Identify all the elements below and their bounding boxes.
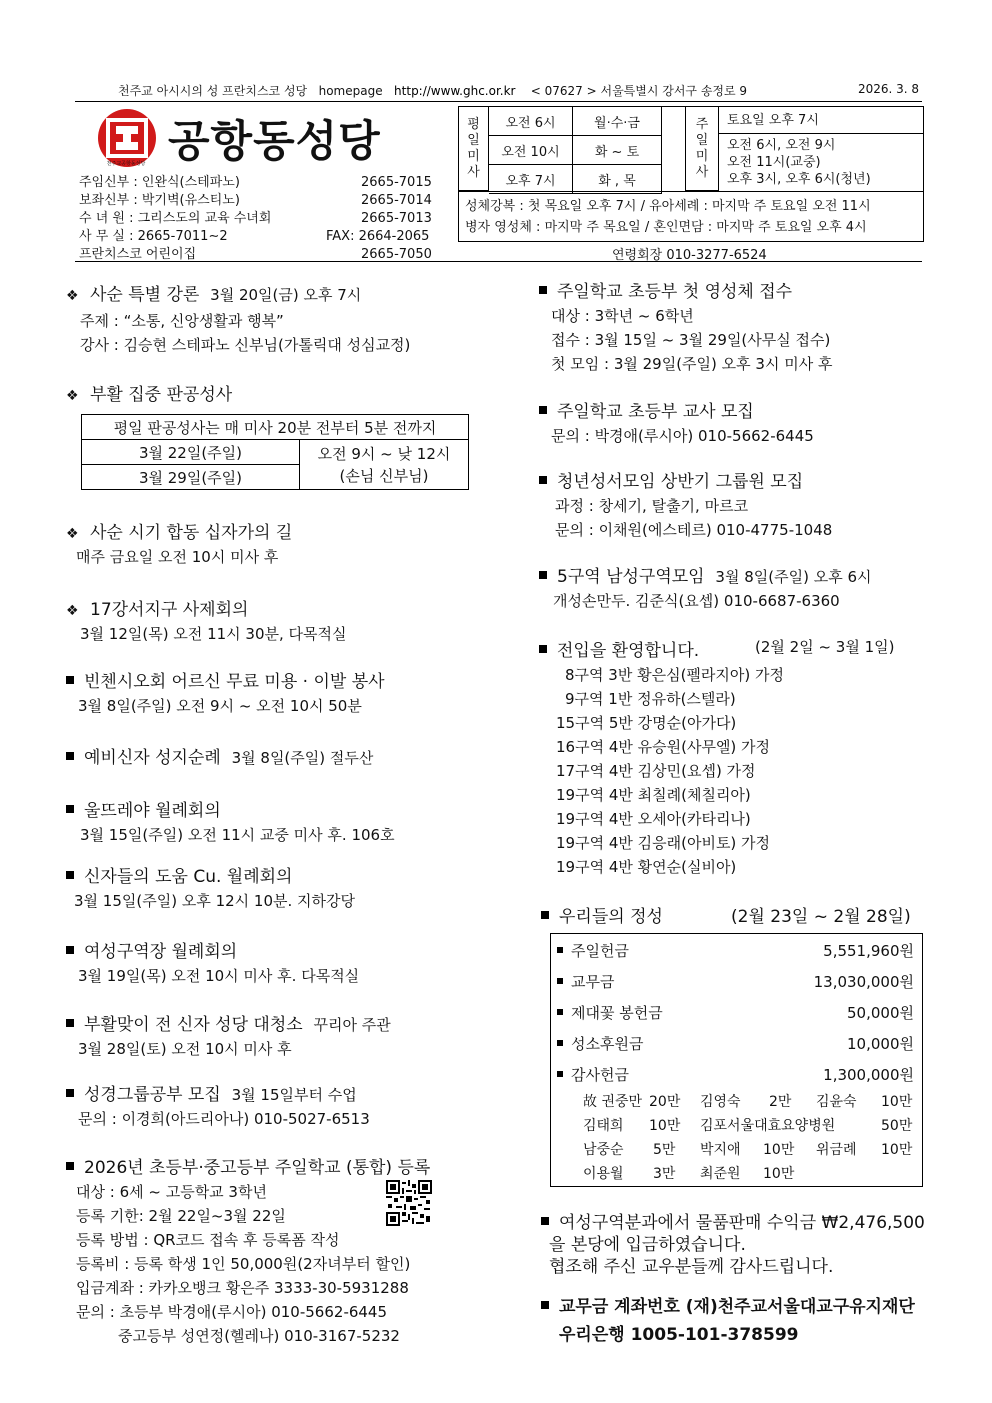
section-ultreya [66, 796, 395, 847]
section-title: ❖ 부활 집중 판공성사 [66, 385, 233, 405]
section-bible-study [66, 1080, 370, 1131]
sacraments-info [465, 196, 871, 238]
notice-line: 을 본당에 입금하였습니다. [549, 1235, 746, 1255]
donor-amount: 50만 [881, 1118, 913, 1134]
saturday-vigil: 토요일 오후 7시 [719, 107, 923, 134]
section-lenten-lecture [66, 280, 410, 357]
sunday-mass-line: 오후 3시, 오후 6시(청년) [727, 172, 871, 187]
section-line: 입금계좌 : 카카오뱅크 황은주 3333-30-5931288 [76, 1279, 409, 1297]
donor-name: 김포서울대효요양병원 [700, 1118, 836, 1134]
square-bullet-icon [557, 1071, 563, 1077]
square-bullet-icon [557, 1040, 563, 1046]
section-line: 3월 19일(목) 오전 10시 미사 후. 다목적실 [78, 967, 360, 985]
section-line: 첫 모임 : 3월 29일(주일) 오후 3시 미사 후 [551, 355, 833, 373]
section-stations [66, 518, 292, 569]
diamond-bullet-icon: ❖ [66, 288, 79, 304]
staff-label: 사 무 실 : 2665-7011∼2 [79, 229, 228, 244]
homepage-label: homepage [318, 84, 383, 98]
homepage-link[interactable]: http://www.ghc.or.kr [394, 84, 516, 98]
staff-label: 수 녀 원 : 그리스도의 교육 수녀회 [79, 211, 272, 226]
staff-row [79, 192, 449, 210]
header-bottom-divider [75, 261, 922, 262]
header-line [118, 82, 747, 99]
section-line: 과정 : 창세기, 탈출기, 마르코 [555, 497, 749, 515]
section-line: 3월 15일(주일) 오전 11시 교중 미사 후. 106호 [80, 826, 395, 844]
donor-name: 김영숙 [700, 1094, 741, 1110]
donor-amount: 10만 [763, 1166, 795, 1182]
donor-amount: 20만 [649, 1094, 681, 1110]
donor-name: 故 권중만 [583, 1094, 643, 1110]
square-bullet-icon [66, 752, 74, 760]
square-bullet-icon [66, 676, 74, 684]
square-bullet-icon [541, 1301, 549, 1309]
donor-row [583, 1090, 913, 1114]
section-title: 5구역 남성구역모임 3월 8일(주일) 오후 6시 [539, 562, 872, 587]
staff-phone: 2665-7014 [361, 193, 432, 208]
offering-amount: 5,551,960원 [823, 942, 914, 960]
confession-time: 오전 9시 ~ 낮 12시 (손님 신부님) [300, 440, 469, 490]
square-bullet-icon [66, 805, 74, 813]
list-item: 19구역 4반 황연순(실비아) [556, 858, 737, 876]
square-bullet-icon [541, 911, 549, 919]
sunday-mass-times [727, 137, 871, 188]
notice-line: 여성구역분과에서 물품판매 수익금 ₩2,476,500 [541, 1212, 925, 1234]
confession-date: 3월 22일(주일) [82, 440, 300, 465]
section-vincent [66, 667, 385, 718]
mass-row [489, 107, 662, 136]
section-pilgrimage [66, 743, 373, 768]
square-bullet-icon [66, 871, 74, 879]
parish-name: 천주교 아시시의 성 프란치스코 성당 [118, 84, 308, 98]
donor-name: 남중순 [583, 1142, 624, 1158]
mass-days: 화 ~ 토 [573, 136, 662, 165]
list-item: 15구역 5반 강명순(아가다) [556, 714, 737, 732]
welcome-list [539, 663, 919, 879]
section-legion [66, 862, 355, 913]
section-welcome [539, 636, 919, 879]
account-line: 교무금 계좌번호 (재)천주교서울대교구유지재단 [541, 1293, 915, 1321]
staff-row [79, 174, 449, 192]
offering-label: 제대꽃 봉헌금 [571, 1004, 663, 1022]
offering-amount: 10,000원 [847, 1035, 914, 1053]
mass-time: 오전 6시 [489, 107, 573, 136]
square-bullet-icon [66, 1019, 74, 1027]
offering-amount: 13,030,000원 [813, 973, 914, 991]
mass-days: 월·수·금 [573, 107, 662, 136]
donor-name: 위금례 [816, 1142, 857, 1158]
offering-label: 성소후원금 [571, 1035, 644, 1053]
offerings-table [550, 933, 923, 1187]
donor-amount: 10만 [763, 1142, 795, 1158]
donor-amount: 3만 [653, 1166, 676, 1182]
square-bullet-icon [539, 406, 547, 414]
list-item: 19구역 4반 최칠례(체칠리아) [556, 786, 751, 804]
mass-time: 오전 10시 [489, 136, 573, 165]
donor-list [583, 1090, 913, 1186]
donor-name: 이용월 [583, 1166, 624, 1182]
donor-amount: 2만 [769, 1094, 792, 1110]
section-line: 등록 방법 : QR코드 접속 후 등록폼 작성 [76, 1231, 340, 1249]
registration-qr-code[interactable] [386, 1180, 432, 1226]
weekday-mass-label: 평 일 미 사 [459, 107, 489, 191]
staff-phone: 2665-7015 [361, 175, 432, 190]
donor-amount: 5만 [653, 1142, 676, 1158]
list-item: 17구역 4반 김상민(요셉) 가정 [556, 762, 756, 780]
section-title: 우리들의 정성 (2월 23일 ~ 2월 28일) [541, 902, 925, 927]
staff-label: 프란치스코 어린이집 [79, 247, 197, 262]
mass-schedule-box [458, 106, 924, 242]
section-title: 예비신자 성지순례 3월 8일(주일) 절두산 [66, 743, 373, 768]
diamond-bullet-icon: ❖ [66, 388, 79, 404]
section-line: 문의 : 이경희(아드리아나) 010-5027-6513 [78, 1110, 370, 1128]
section-line: 등록 기한: 2월 22일~3월 22일 [76, 1207, 286, 1225]
parish-logo-title: 공항동성당 [168, 117, 381, 167]
mass-divider [459, 191, 923, 192]
section-title: 2026년 초등부·중고등부 주일학교 (통합) 등록 [66, 1153, 430, 1178]
section-deanery [66, 595, 347, 646]
square-bullet-icon [66, 946, 74, 954]
section-sunday-school [66, 1153, 430, 1348]
section-line: 주제 : “소통, 신앙생활과 행복” [80, 312, 284, 330]
section-title: 청년성서모임 상반기 그룹원 모집 [539, 467, 832, 492]
section-line: 강사 : 김승현 스테파노 신부님(가톨릭대 성심교정) [80, 336, 411, 354]
offering-row [551, 996, 922, 1027]
section-offerings-title [541, 902, 925, 927]
section-title: 신자들의 도움 Cu. 월례회의 [66, 862, 355, 887]
staff-row [79, 210, 449, 228]
offering-amount: 50,000원 [847, 1004, 914, 1022]
section-line: 문의 : 박경애(루시아) 010-5662-6445 [551, 427, 814, 445]
square-bullet-icon [557, 947, 563, 953]
section-sales-notice [541, 1212, 925, 1278]
list-item: 9구역 1반 정유하(스텔라) [565, 690, 736, 708]
staff-label: 주임신부 : 인완식(스테파노) [79, 175, 240, 190]
list-item: 16구역 4반 유승원(사무엘) 가정 [556, 738, 771, 756]
section-title: 부활맞이 전 신자 성당 대청소 꾸리아 주관 [66, 1010, 391, 1035]
offering-row [551, 965, 922, 996]
mass-row [489, 165, 662, 194]
diamond-bullet-icon: ❖ [66, 526, 79, 542]
square-bullet-icon [66, 1162, 74, 1170]
mass-row [489, 136, 662, 165]
section-title: ❖ 사순 특별 강론 3월 20일(금) 오후 7시 [66, 285, 362, 305]
square-bullet-icon [557, 1009, 563, 1015]
square-bullet-icon [539, 286, 547, 294]
sacraments-line: 병자 영성체 : 마지막 주 목요일 / 혼인면담 : 마지막 주 토요일 오후 4시 [465, 220, 867, 235]
confession-table [81, 414, 469, 490]
list-item: 19구역 4반 오세아(카타리나) [556, 810, 751, 828]
square-bullet-icon [539, 645, 547, 653]
square-bullet-icon [539, 476, 547, 484]
square-bullet-icon [541, 1217, 549, 1225]
offering-row [551, 1027, 922, 1058]
sunday-mass-line: 오전 6시, 오전 9시 [727, 138, 836, 153]
list-item: 8구역 3반 황은심(펠라지아) 가정 [565, 666, 784, 684]
section-district5 [539, 562, 872, 613]
section-line: 매주 금요일 오전 10시 미사 후 [76, 548, 279, 566]
section-title: 성경그룹공부 모집 3월 15일부터 수업 [66, 1080, 370, 1105]
section-line: 등록비 : 등록 학생 1인 50,000원(2자녀부터 할인) [76, 1255, 411, 1273]
sunday-mass-label: 주 일 미 사 [685, 107, 719, 191]
offering-row [551, 1058, 922, 1089]
address: < 07627 > 서울특별시 강서구 송정로 9 [530, 84, 748, 98]
section-first-communion [539, 277, 832, 376]
donor-amount: 10만 [649, 1118, 681, 1134]
square-bullet-icon [557, 978, 563, 984]
section-youth-bible [539, 467, 832, 542]
donor-amount: 10만 [881, 1142, 913, 1158]
donor-row [583, 1114, 913, 1138]
square-bullet-icon [539, 571, 547, 579]
section-title: 빈첸시오회 어르신 무료 미용 · 이발 봉사 [66, 667, 385, 692]
section-line: 3월 8일(주일) 오전 9시 ~ 오전 10시 50분 [78, 697, 362, 715]
section-line: 3월 12일(목) 오전 11시 30분, 다목적실 [80, 625, 347, 643]
staff-fax: FAX: 2664-2065 [326, 229, 430, 244]
donor-amount: 10만 [881, 1094, 913, 1110]
section-line: 중고등부 성연정(헬레나) 010-3167-5232 [118, 1327, 400, 1345]
sunday-mass-line: 오전 11시(교중) [727, 155, 821, 170]
sacraments-line: 성체강복 : 첫 목요일 오후 7시 / 유아세례 : 마지막 주 토요일 오전 11시 [465, 199, 871, 214]
confession-date: 3월 29일(주일) [82, 465, 300, 490]
donor-name: 박지애 [700, 1142, 741, 1158]
section-line: 접수 : 3월 15일 ~ 3월 29일(사무실 접수) [551, 331, 831, 349]
offering-label: 교무금 [571, 973, 615, 991]
section-line: 문의 : 이채원(에스테르) 010-4775-1048 [555, 521, 833, 539]
offering-amount: 1,300,000원 [823, 1066, 914, 1084]
mass-time: 오후 7시 [489, 165, 573, 194]
section-title: ❖ 사순 시기 합동 십자가의 길 [66, 523, 293, 543]
staff-phone: 2665-7050 [361, 247, 432, 262]
section-title: 주일학교 초등부 교사 모집 [539, 397, 814, 422]
section-women-leaders [66, 937, 359, 988]
weekday-mass-table [489, 106, 662, 194]
section-title: 주일학교 초등부 첫 영성체 접수 [539, 277, 832, 302]
council-contact: 연령회장 010-3277-6524 [612, 248, 767, 263]
emblem-caption: 천주교공항동성당 [106, 161, 146, 167]
donor-name: 김태희 [583, 1118, 624, 1134]
section-line: 개성손만두. 김준식(요셉) 010-6687-6360 [553, 592, 840, 610]
offering-row [551, 934, 922, 965]
staff-phone: 2665-7013 [361, 211, 432, 226]
account-number: 우리은행 1005-101-378599 [559, 1325, 799, 1345]
mass-days: 화 , 목 [573, 165, 662, 194]
diamond-bullet-icon: ❖ [66, 603, 79, 619]
donor-name: 김윤숙 [816, 1094, 857, 1110]
offering-label: 주일헌금 [571, 942, 629, 960]
staff-directory [79, 174, 449, 264]
list-item: 19구역 4반 김응래(아비토) 가정 [556, 834, 771, 852]
donor-row [583, 1138, 913, 1162]
header-divider [75, 101, 922, 102]
section-confession [66, 380, 232, 405]
section-line: 대상 : 6세 ~ 고등학교 3학년 [76, 1183, 267, 1201]
section-cleaning [66, 1010, 391, 1061]
section-line: 대상 : 3학년 ~ 6학년 [551, 307, 694, 325]
section-title: 여성구역장 월례회의 [66, 937, 359, 962]
donor-name: 최준원 [700, 1166, 741, 1182]
bulletin-date: 2026. 3. 8 [858, 82, 920, 96]
section-line: 3월 15일(주일) 오후 12시 10분. 지하강당 [74, 892, 355, 910]
section-account [541, 1293, 915, 1349]
staff-label: 보좌신부 : 박기벽(유스티노) [79, 193, 240, 208]
confession-note: 평일 판공성사는 매 미사 20분 전부터 5분 전까지 [82, 415, 469, 440]
donor-row [583, 1162, 913, 1186]
offering-label: 감사헌금 [571, 1066, 629, 1084]
section-line: 문의 : 초등부 박경애(루시아) 010-5662-6445 [76, 1303, 388, 1321]
staff-row [79, 228, 449, 246]
notice-line: 협조해 주신 교우분들께 감사드립니다. [549, 1257, 834, 1277]
section-title: 울뜨레야 월례회의 [66, 796, 395, 821]
square-bullet-icon [66, 1089, 74, 1097]
section-line: 3월 28일(토) 오전 10시 미사 후 [78, 1040, 292, 1058]
section-teachers [539, 397, 814, 448]
section-title: 전입을 환영합니다. (2월 2일 ~ 3월 1일) [539, 636, 919, 661]
section-title: ❖ 17강서지구 사제회의 [66, 600, 249, 620]
